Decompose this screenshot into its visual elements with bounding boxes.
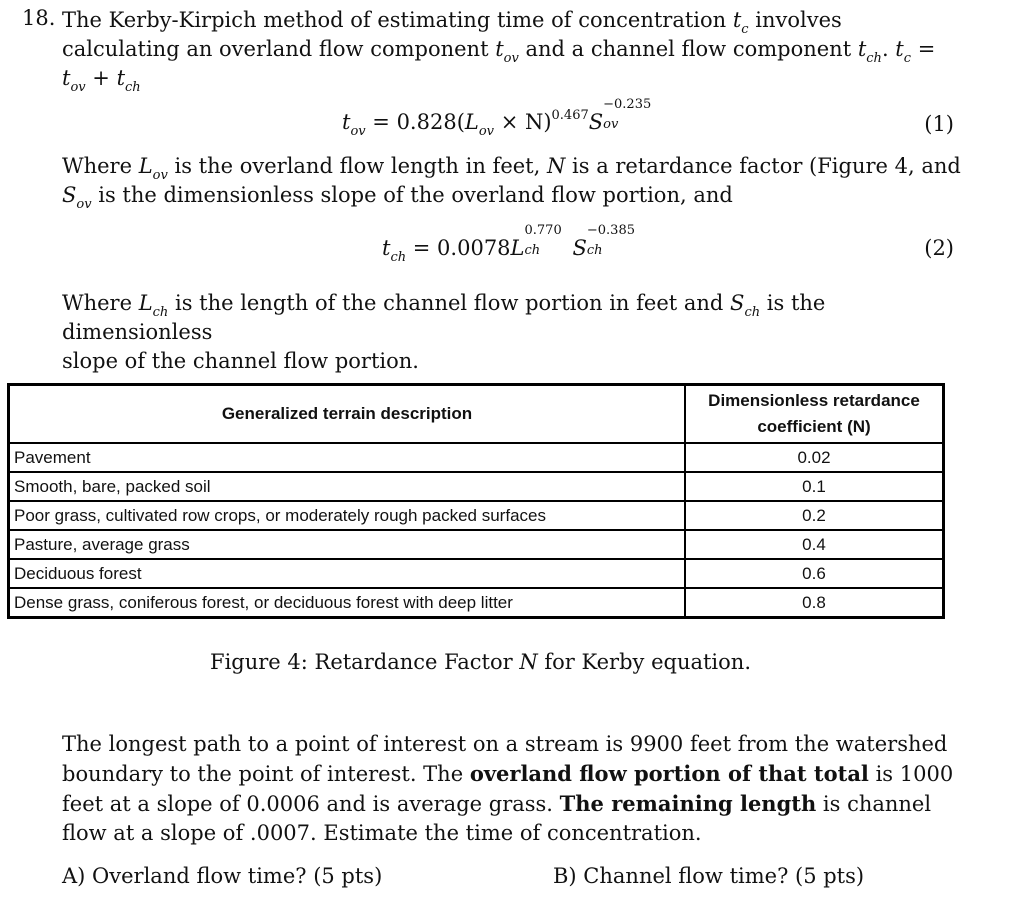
table-header-row — [9, 385, 944, 444]
question-number: 18. — [22, 6, 56, 30]
question-intro: The Kerby-Kirpich method of estimating time of concentration $t_c$ involves calculating an overland flow component $t_{ov}$ and a channel flow component $t_{ch}$. $t_c = t_{ov} + t_{ch}$ — [62, 8, 936, 95]
retardance-value: 0.1 — [685, 472, 944, 501]
where-paragraph-2: Where $L_{ch}$ is the length of the channel flow portion in feet and $S_{ch}$ is the dimensionless slope of the channel flow portion. — [62, 291, 826, 373]
table-row — [9, 559, 944, 588]
retardance-value: 0.8 — [685, 588, 944, 618]
retardance-table — [7, 383, 945, 619]
header-retardance-coefficient: Dimensionless retardance coefficient (N) — [685, 385, 944, 444]
retardance-value: 0.4 — [685, 530, 944, 559]
terrain-description: Deciduous forest — [9, 559, 686, 588]
question-b: B) Channel flow time? (5 pts) — [553, 864, 865, 888]
table-row — [9, 472, 944, 501]
table-row — [9, 501, 944, 530]
where-paragraph-1: Where $L_{ov}$ is the overland flow length in feet, N is a retardance factor (Figure 4, and $S_{ov}$ is the dimensionless slope of the overland flow portion, and — [62, 154, 961, 212]
equation-1-number: (1) — [924, 112, 954, 136]
terrain-description: Poor grass, cultivated row crops, or moderately rough packed surfaces — [9, 501, 686, 530]
table-row — [9, 443, 944, 472]
question-a: A) Overland flow time? (5 pts) — [62, 864, 383, 888]
retardance-value: 0.02 — [685, 443, 944, 472]
table-row — [9, 530, 944, 559]
problem-statement: The longest path to a point of interest on a stream is 9900 feet from the watershed boundary to the point of interest. The overland flow portion of that total is 1000 feet at a slope of 0.0006 and is average grass. The remaining length is channel flow at a slope of .0007. Estimate the time of concentration. — [62, 732, 954, 845]
terrain-description: Smooth, bare, packed soil — [9, 472, 686, 501]
equation-2-number: (2) — [924, 236, 954, 260]
terrain-description: Pasture, average grass — [9, 530, 686, 559]
retardance-value: 0.6 — [685, 559, 944, 588]
retardance-value: 0.2 — [685, 501, 944, 530]
terrain-description: Dense grass, coniferous forest, or deciduous forest with deep litter — [9, 588, 686, 618]
equation-2: $t_{ch} = 0.0078L$ 0.770 ch S −0.385 ch — [382, 223, 635, 265]
header-terrain-description: Generalized terrain description — [9, 385, 686, 444]
figure-caption: Figure 4: Retardance Factor N for Kerby equation. — [210, 650, 751, 674]
table-row — [9, 588, 944, 618]
terrain-description: Pavement — [9, 443, 686, 472]
equation-1: $t_{ov} = 0.828(L_{ov} \times N)^{0.467}S$ −0.235 ov — [342, 97, 652, 139]
